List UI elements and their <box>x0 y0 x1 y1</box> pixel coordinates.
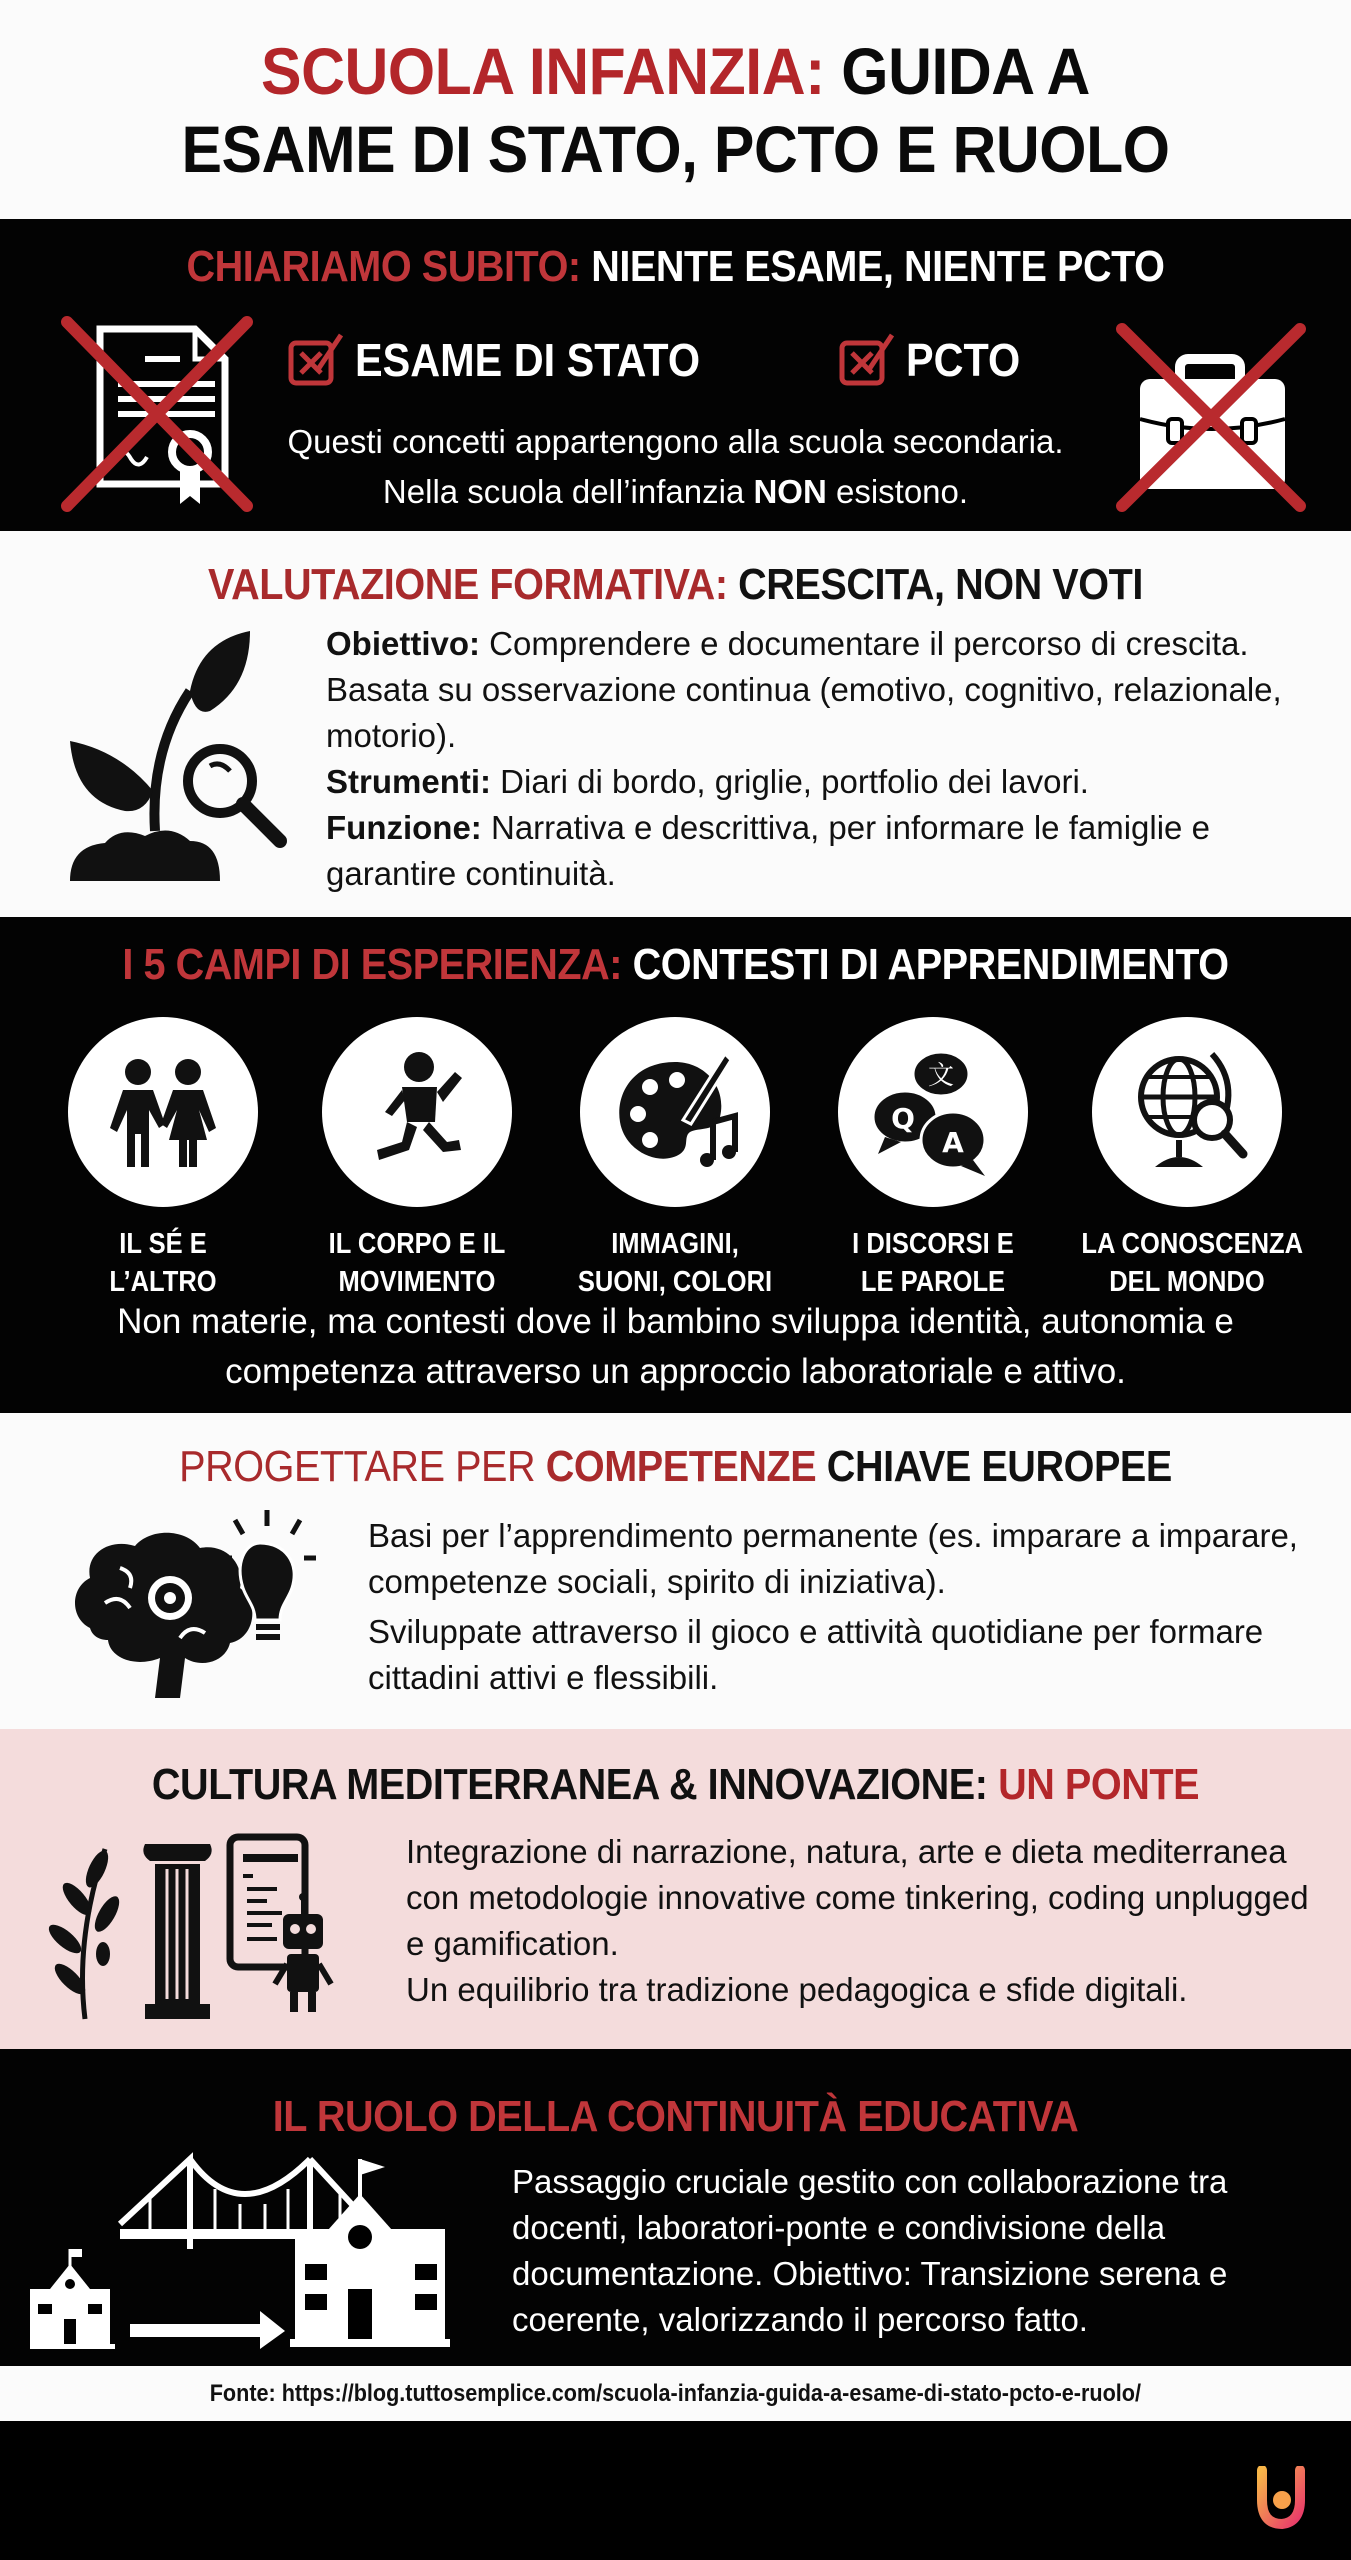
section-title: IL RUOLO DELLA CONTINUITÀ EDUCATIVA <box>272 2092 1079 2141</box>
section-culture <box>0 1729 1351 2049</box>
section-competences <box>0 1413 1351 1729</box>
title-highlight: SCUOLA INFANZIA: <box>261 34 825 108</box>
excluded-item-esame: ESAME DI STATO <box>287 331 738 389</box>
culture-innovation-icons <box>35 1829 395 2029</box>
bottom-bar <box>0 2421 1351 2560</box>
speech-bubbles-icon <box>863 1042 1003 1182</box>
brain-lightbulb-icon <box>60 1508 330 1708</box>
section-clarify <box>0 219 1351 531</box>
section-title: I 5 CAMPI DI ESPERIENZA: CONTESTI DI APPRENDIMENTO <box>122 940 1229 989</box>
section-title: CULTURA MEDITERRANEA & INNOVAZIONE: UN PONTE <box>151 1760 1200 1809</box>
svg-text:文: 文 <box>927 1061 955 1091</box>
section-fields <box>0 917 1351 1413</box>
section-title: PROGETTARE PER COMPETENZE CHIAVE EUROPEE <box>179 1442 1172 1491</box>
svg-text:A: A <box>942 1126 964 1159</box>
field-item: IL CORPO E IL MOVIMENTO <box>297 1017 537 1301</box>
footer <box>0 2366 1351 2421</box>
evaluation-text: Obiettivo: Comprendere e documentare il percorso di crescita. Basata su osservazione continua (emotivo, cognitivo, relazionale, motorio). Strumenti: Diari di bordo, griglie, portfolio dei lavori. Funzione: Narrativa e descrittiva, per informare le famiglie e garantire continuità. <box>326 625 1282 892</box>
section-title: VALUTAZIONE FORMATIVA: CRESCITA, NON VOTI <box>208 560 1143 609</box>
column-icon <box>143 1844 211 2019</box>
palette-music-icon <box>605 1042 745 1182</box>
x-checkbox-icon <box>838 331 896 389</box>
header <box>0 0 1351 219</box>
svg-text:Q: Q <box>891 1102 915 1135</box>
plant-magnifier-icon <box>50 631 300 891</box>
excluded-item-pcto: PCTO <box>838 331 1033 389</box>
olive-branch-icon <box>45 1847 124 2019</box>
fields-note: Non materie, ma contesti dove il bambino sviluppa identità, autonomia e competenza attraverso un approccio laboratoriale e attivo. <box>117 1302 1234 1391</box>
culture-text: Integrazione di narrazione, natura, arte e dieta mediterranea con metodologie innovative come tinkering, coding unplugged e gamification. Un equilibrio tra tradizione pedagogica e sfide digitali. <box>406 1833 1309 2008</box>
title-line1-rest: GUIDA A <box>841 34 1090 108</box>
field-item: IMMAGINI, SUONI, COLORI <box>555 1017 795 1301</box>
section-title: CHIARIAMO SUBITO: NIENTE ESAME, NIENTE PCTO <box>186 242 1165 291</box>
section-evaluation <box>0 531 1351 917</box>
fields-row <box>0 1017 1351 1298</box>
continuity-text: Passaggio cruciale gestito con collaborazione tra docenti, laboratori-ponte e condivisione della documentazione. Obiettivo: Transizione serena e coerente, valorizzando il percorso fatto. <box>512 2163 1228 2338</box>
clarify-note: Questi concetti appartengono alla scuola secondaria. Nella scuola dell’infanzia NON esistono. <box>287 423 1064 510</box>
holding-hands-icon <box>93 1042 233 1182</box>
source-link[interactable]: Fonte: https://blog.tuttosemplice.com/scuola-infanzia-guida-a-esame-di-stato-pcto-e-ruolo/ <box>209 2380 1142 2407</box>
page-title <box>54 0 1297 188</box>
brand-logo-icon <box>1254 2466 1306 2530</box>
globe-magnifier-icon <box>1117 1042 1257 1182</box>
title-line2: ESAME DI STATO, PCTO E RUOLO <box>181 112 1170 186</box>
field-item: IL SÉ E L’ALTRO <box>43 1017 283 1301</box>
x-checkbox-icon <box>287 331 345 389</box>
competences-text: Basi per l’apprendimento permanente (es. imparare a imparare, competenze sociali, spirito di iniziativa). Sviluppate attraverso il gioco e attività quotidiane per formare cittadini attivi e flessibili. <box>368 1517 1298 1696</box>
section-continuity <box>0 2049 1351 2366</box>
running-child-icon <box>347 1042 487 1182</box>
field-item: 文 Q A I DISCORSI E LE PAROLE <box>813 1017 1053 1301</box>
field-item: LA CONOSCENZA DEL MONDO <box>1067 1017 1307 1301</box>
bridge-schools-icon <box>30 2149 500 2349</box>
